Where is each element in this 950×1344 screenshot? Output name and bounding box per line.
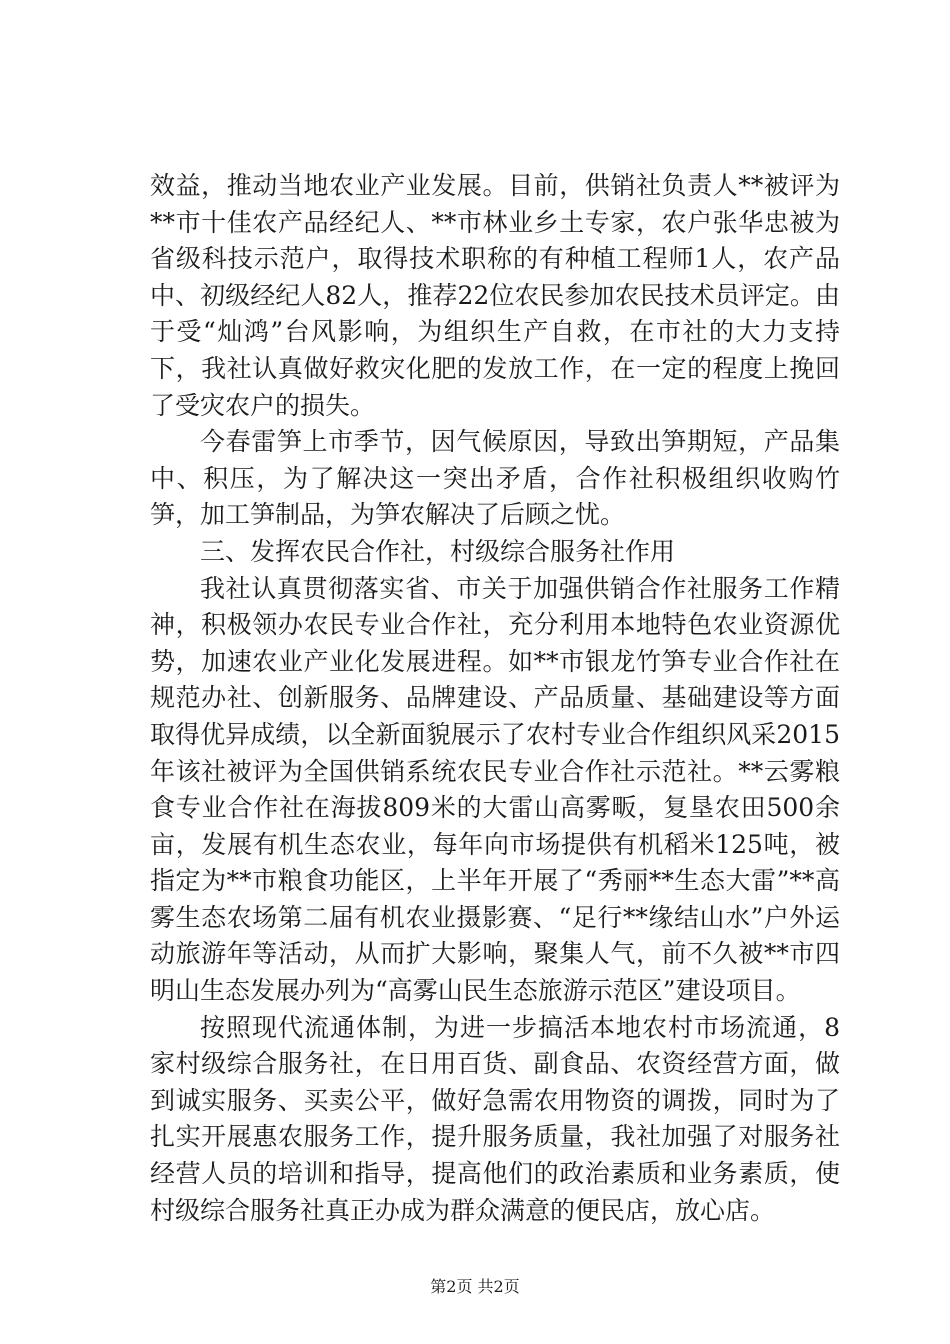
- section-heading: 三、发挥农民合作社，村级综合服务社作用: [200, 536, 676, 566]
- paragraph-continuation: 效益，推动当地农业产业发展。目前，供销社负责人**被评为**市十佳农产品经纪人、**市林业乡土专家，农户张华忠被为省级科技示范户，取得技术职称的有种植工程师1人，农产品中、初级经纪人82人，推荐22位农民参加农民技术员评定。由于受“灿鸿”台风影响，为组织生产自救，在市社的大力支持下，我社认真做好救灾化肥的发放工作，在一定的程度上挽回了受灾农户的损失。: [150, 171, 840, 420]
- paragraph-cooperatives: 我社认真贯彻落实省、市关于加强供销合作社服务工作精神，积极领办农民专业合作社，充分利用本地特色农业资源优势，加速农业产业化发展进程。如**市银龙竹笋专业合作社在规范办社、创新服务、品牌建设、产品质量、基础建设等方面取得优异成绩，以全新面貌展示了农村专业合作组织风采2015年该社被评为全国供销系统农民专业合作社示范社。**云雾粮食专业合作社在海拔809米的大雷山高雾畈，复垦农田500余亩，发展有机生态农业，每年向市场提供有机稻米125吨，被指定为**市粮食功能区，上半年开展了“秀丽**生态大雷”**高雾生态农场第二届有机农业摄影赛、“足行**缘结山水”户外运动旅游年等活动，从而扩大影响，聚集人气，前不久被**市四明山生态发展办列为“高雾山民生态旅游示范区”建设项目。: [150, 573, 840, 1006]
- page-footer: 第2页 共2页: [430, 1277, 520, 1296]
- paragraph-bamboo-shoots: 今春雷笋上市季节，因气候原因，导致出笋期短，产品集中、积压，为了解决这一突出矛盾，合作社积极组织收购竹笋，加工笋制品，为笋农解决了后顾之忧。: [150, 427, 840, 530]
- document-body: [150, 168, 840, 1229]
- paragraph-service-stations: 按照现代流通体制，为进一步搞活本地农村市场流通，8家村级综合服务社，在日用百货、副食品、农资经营方面，做到诚实服务、买卖公平，做好急需农用物资的调拨，同时为了扎实开展惠农服务工作，提升服务质量，我社加强了对服务社经营人员的培训和指导，提高他们的政治素质和业务素质，使村级综合服务社真正办成为群众满意的便民店，放心店。: [150, 1012, 840, 1225]
